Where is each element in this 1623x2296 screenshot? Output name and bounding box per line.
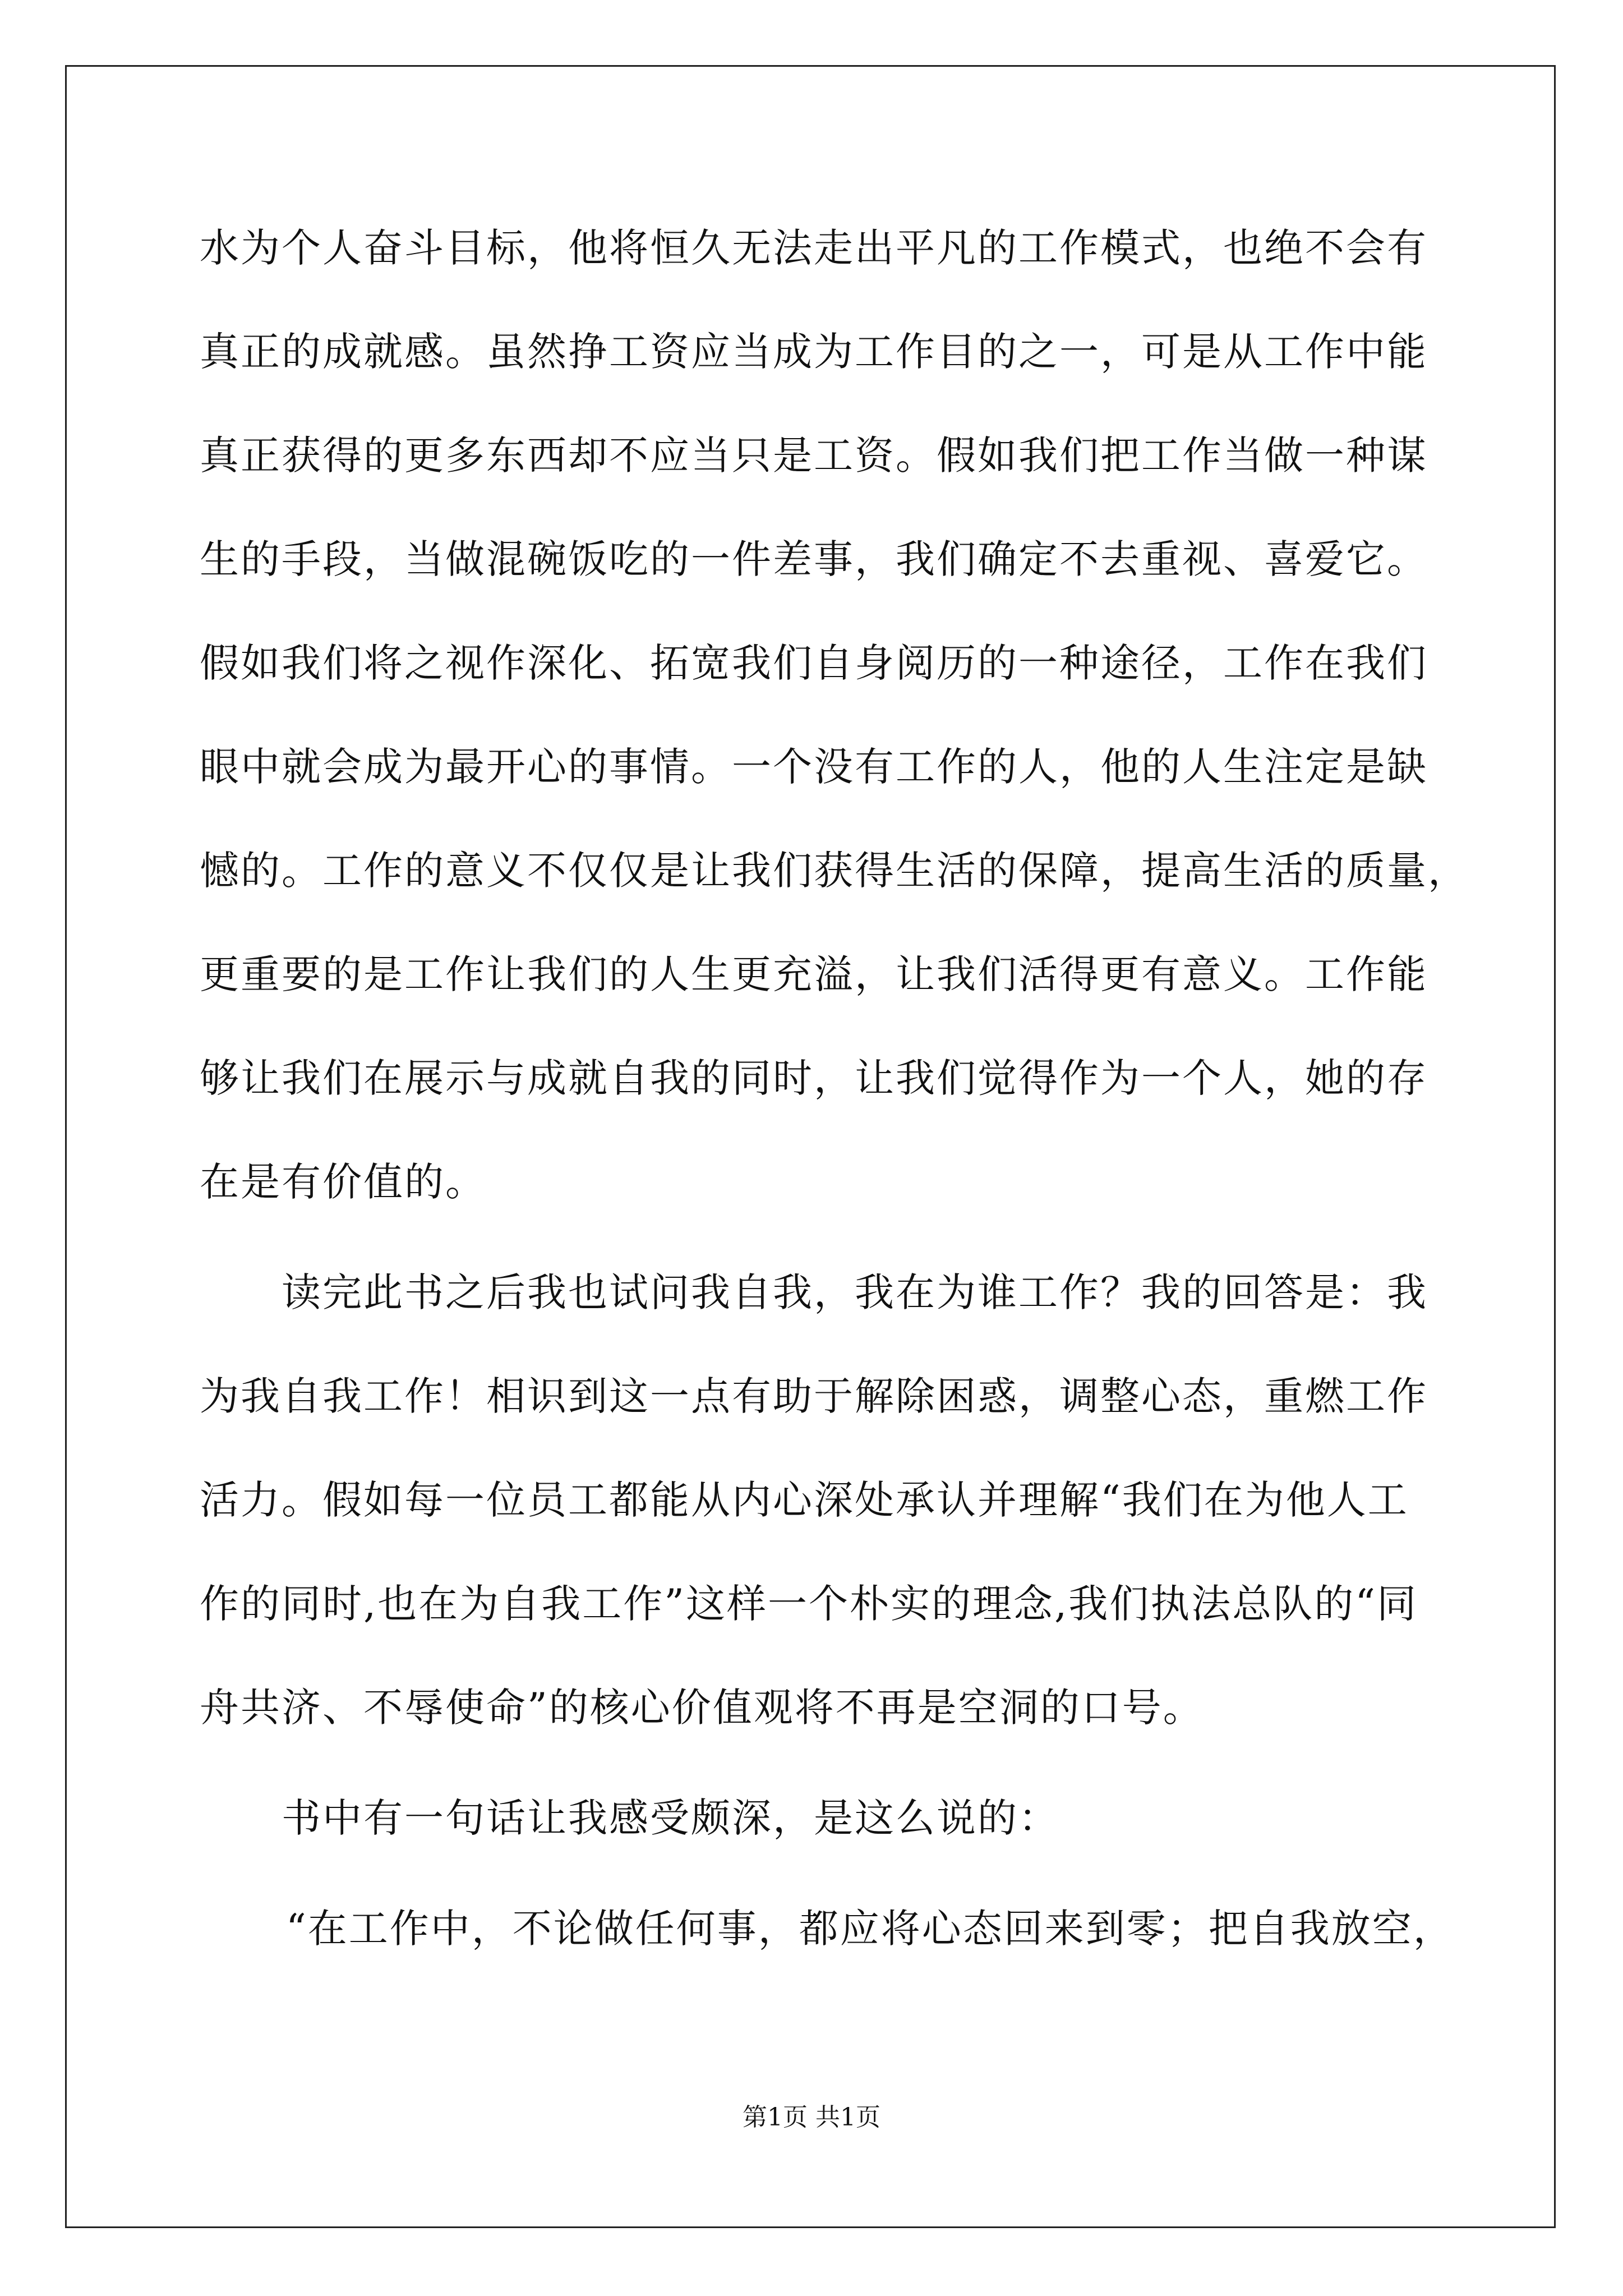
body-line: 眼中就会成为最开心的事情。一个没有工作的人，他的人生注定是缺: [200, 744, 1428, 790]
quote-first-line: “在工作中，不论做任何事，都应将心态回来到零；把自我放空，: [286, 1906, 1454, 1952]
body-line: 假如我们将之视作深化、拓宽我们自身阅历的一种途径，工作在我们: [200, 640, 1428, 686]
body-line: 活力。假如每一位员工都能从内心深处承认并理解“我们在为他人工: [200, 1477, 1409, 1523]
body-line: 憾的。工作的意义不仅仅是让我们获得生活的保障，提高生活的质量，: [200, 848, 1469, 894]
body-line: 舟共济、不辱使命”的核心价值观将不再是空洞的口号。: [200, 1685, 1204, 1731]
body-line: 生的手段，当做混碗饭吃的一件差事，我们确定不去重视、喜爱它。: [200, 536, 1428, 582]
body-line: 在是有价值的。: [200, 1159, 486, 1205]
page-footer: 第1页 共1页: [743, 2103, 880, 2132]
body-line: 作的同时,也在为自我工作”这样一个朴实的理念,我们执法总队的“同: [200, 1581, 1418, 1627]
body-line: 更重要的是工作让我们的人生更充溢，让我们活得更有意义。工作能: [200, 951, 1428, 997]
body-line: 为我自我工作！相识到这一点有助于解除困惑，调整心态，重燃工作: [200, 1373, 1428, 1419]
body-line: 够让我们在展示与成就自我的同时，让我们觉得作为一个人，她的存: [200, 1055, 1428, 1101]
body-line: 真正获得的更多东西却不应当只是工资。假如我们把工作当做一种谋: [200, 432, 1428, 478]
paragraph-first-line: 书中有一句话让我感受颇深，是这么说的：: [282, 1795, 1059, 1841]
paragraph-first-line: 读完此书之后我也试问我自我，我在为谁工作？我的回答是：我: [282, 1269, 1428, 1315]
body-line: 真正的成就感。虽然挣工资应当成为工作目的之一，可是从工作中能: [200, 329, 1428, 375]
body-line: 水为个人奋斗目标，他将恒久无法走出平凡的工作模式，也绝不会有: [200, 225, 1428, 271]
